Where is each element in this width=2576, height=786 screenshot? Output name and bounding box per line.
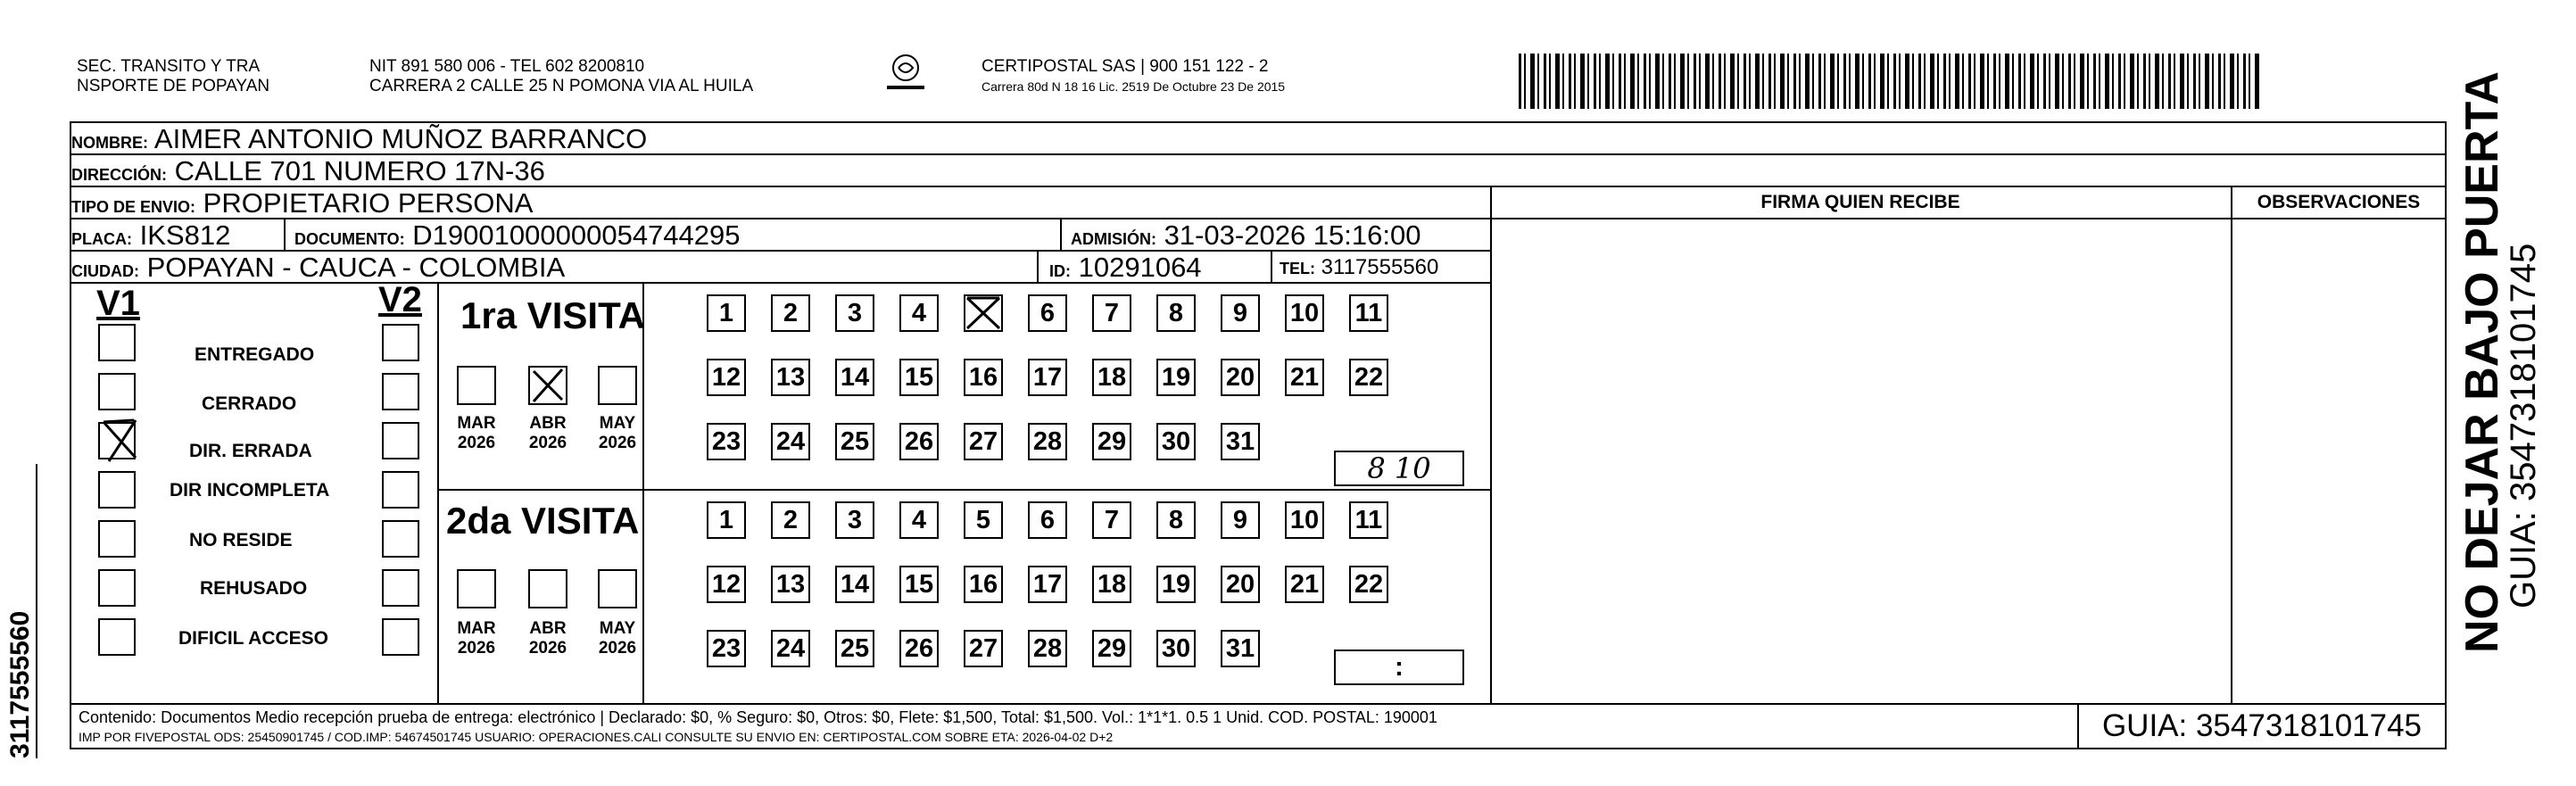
delivery-form	[70, 121, 2447, 749]
day-box-30[interactable]: 30	[1156, 423, 1196, 460]
footer-content: Contenido: Documentos Medio recepción prueba de entrega: electrónico | Declarado: $0, % Seguro: $0, Otros: $0, Flete: $1,500, Total: $1,500. Vol.: 1*1*1. 0.5 1 Unid. COD. POSTAL: 190001	[79, 708, 1437, 726]
day-box-21[interactable]: 21	[1285, 566, 1324, 603]
sender-nit: NIT 891 580 006 - TEL 602 8200810	[369, 57, 645, 76]
v1-cerrado-checkbox[interactable]	[98, 373, 136, 410]
day-box-5[interactable]: 5	[964, 501, 1003, 539]
second-month-mar-label: MAR 2026	[457, 619, 496, 658]
v1-label: V1	[96, 284, 140, 323]
day-box-24[interactable]: 24	[771, 423, 810, 460]
v2-label: V2	[378, 280, 422, 319]
day-box-1[interactable]: 1	[707, 294, 746, 332]
footer-guide: GUIA: 3547318101745	[2101, 708, 2423, 743]
day-box-12[interactable]: 12	[707, 566, 746, 603]
v2-dir-errada-checkbox[interactable]	[382, 422, 419, 459]
first-visit-title: 1ra VISITA	[460, 294, 645, 336]
day-box-29[interactable]: 29	[1092, 630, 1131, 667]
day-box-3[interactable]: 3	[835, 501, 874, 539]
barcode	[1519, 54, 2259, 109]
day-box-16[interactable]: 16	[964, 359, 1003, 396]
check-mark-icon	[528, 366, 567, 405]
recipient-name: AIMER ANTONIO MUÑOZ BARRANCO	[153, 123, 648, 154]
check-mark-icon	[95, 413, 148, 467]
day-box-23[interactable]: 23	[707, 423, 746, 460]
divider-admission	[1060, 219, 1062, 252]
day-box-13[interactable]: 13	[771, 359, 810, 396]
status-cerrado: CERRADO	[202, 393, 297, 414]
status-no-reside: NO RESIDE	[189, 530, 293, 550]
v1-no-reside-checkbox[interactable]	[98, 520, 136, 558]
day-box-6[interactable]: 6	[1028, 294, 1067, 332]
day-box-11[interactable]: 11	[1349, 294, 1388, 332]
first-visit-time-box[interactable]: 8 10	[1334, 451, 1464, 486]
v1-entregado-checkbox[interactable]	[98, 324, 136, 361]
status-dificil-acceso: DIFICIL ACCESO	[178, 628, 329, 649]
day-box-18[interactable]: 18	[1092, 566, 1131, 603]
v1-dificil-acceso-checkbox[interactable]	[98, 618, 136, 656]
observations-header: OBSERVACIONES	[2257, 192, 2421, 212]
day-box-16[interactable]: 16	[964, 566, 1003, 603]
day-box-31[interactable]: 31	[1221, 630, 1260, 667]
day-box-24[interactable]: 24	[771, 630, 810, 667]
v2-cerrado-checkbox[interactable]	[382, 373, 419, 410]
day-box-30[interactable]: 30	[1156, 630, 1196, 667]
v2-entregado-checkbox[interactable]	[382, 324, 419, 361]
day-box-11[interactable]: 11	[1349, 501, 1388, 539]
tel-label: TEL:	[1280, 260, 1315, 277]
tel-value: 3117555560	[1321, 255, 1439, 279]
divider-tel	[1271, 252, 1272, 284]
courier-line2: Carrera 80d N 18 16 Lic. 2519 De Octubre 23 De 2015	[982, 79, 1286, 94]
status-dir-incompleta: DIR INCOMPLETA	[170, 480, 330, 501]
city-value: POPAYAN - CAUCA - COLOMBIA	[146, 252, 566, 283]
status-dir-errada: DIR. ERRADA	[189, 441, 312, 461]
day-box-8[interactable]: 8	[1156, 294, 1196, 332]
admission-field	[1071, 219, 1421, 252]
side-guide: GUIA: 3547318101745	[2504, 243, 2543, 608]
day-box-2[interactable]: 2	[771, 294, 810, 332]
plate-value: IKS812	[139, 219, 231, 251]
check-mark-icon	[964, 294, 1003, 332]
second-month-abr-label: ABR 2026	[528, 619, 567, 658]
signature-header: FIRMA QUIEN RECIBE	[1760, 192, 1960, 212]
day-box-20[interactable]: 20	[1221, 566, 1260, 603]
v2-dir-incompleta-checkbox[interactable]	[382, 471, 419, 509]
day-box-14[interactable]: 14	[835, 359, 874, 396]
day-box-1[interactable]: 1	[707, 501, 746, 539]
sender-line1: SEC. TRANSITO Y TRA	[77, 57, 261, 76]
divider-id	[1037, 252, 1039, 284]
day-box-7[interactable]: 7	[1092, 501, 1131, 539]
plate-label: PLACA:	[71, 230, 132, 248]
doc-value: D19001000000054744295	[412, 219, 741, 251]
courier-line1: CERTIPOSTAL SAS | 900 151 122 - 2	[982, 57, 1269, 76]
day-box-6[interactable]: 6	[1028, 501, 1067, 539]
divider-plate	[284, 219, 286, 252]
status-panel-border	[437, 284, 439, 703]
day-box-27[interactable]: 27	[964, 630, 1003, 667]
city-label: CIUDAD:	[71, 262, 139, 280]
day-box-26[interactable]: 26	[899, 423, 939, 460]
day-box-9[interactable]: 9	[1221, 294, 1260, 332]
row-address	[71, 155, 2445, 187]
signature-header-bottom	[1490, 218, 2447, 219]
day-box-19[interactable]: 19	[1156, 566, 1196, 603]
day-box-4[interactable]: 4	[899, 294, 939, 332]
day-box-15[interactable]: 15	[899, 566, 939, 603]
day-box-29[interactable]: 29	[1092, 423, 1131, 460]
day-box-20[interactable]: 20	[1221, 359, 1260, 396]
doc-field	[294, 219, 741, 252]
day-box-3[interactable]: 3	[835, 294, 874, 332]
observations-left-border	[2231, 187, 2232, 703]
row-type	[71, 187, 1490, 219]
courier-info	[982, 57, 1285, 96]
day-box-17[interactable]: 17	[1028, 359, 1067, 396]
second-visit-title: 2da VISITA	[446, 500, 640, 542]
no-dejar-bajo-puerta: NO DEJAR BAJO PUERTA	[2456, 70, 2508, 653]
doc-label: DOCUMENTO:	[294, 230, 405, 248]
id-field	[1049, 252, 1202, 284]
day-box-23[interactable]: 23	[707, 630, 746, 667]
name-label: NOMBRE:	[71, 134, 148, 152]
address-label: DIRECCIÓN:	[71, 166, 167, 184]
v2-dificil-acceso-checkbox[interactable]	[382, 618, 419, 656]
v1-dir-errada-checkbox[interactable]	[98, 422, 136, 459]
signature-left-border	[1490, 187, 1492, 703]
first-month-mar-label: MAR 2026	[457, 414, 496, 452]
left-margin-code: 3117555560	[5, 610, 35, 758]
v2-rehusado-checkbox[interactable]	[382, 569, 419, 607]
v2-no-reside-checkbox[interactable]	[382, 520, 419, 558]
day-box-28[interactable]: 28	[1028, 423, 1067, 460]
day-box-15[interactable]: 15	[899, 359, 939, 396]
day-box-26[interactable]: 26	[899, 630, 939, 667]
admission-value: 31-03-2026 15:16:00	[1164, 219, 1421, 251]
id-label: ID:	[1049, 262, 1071, 280]
first-month-abr-checkbox[interactable]	[528, 366, 567, 405]
status-rehusado: REHUSADO	[200, 578, 308, 599]
shipment-type: PROPIETARIO PERSONA	[203, 187, 534, 219]
day-box-25[interactable]: 25	[835, 630, 874, 667]
first-month-mar-checkbox[interactable]	[457, 366, 496, 405]
day-box-21[interactable]: 21	[1285, 359, 1324, 396]
courier-logo-icon	[883, 52, 928, 95]
recipient-address: CALLE 701 NUMERO 17N-36	[174, 155, 545, 186]
second-month-abr-checkbox[interactable]	[528, 569, 567, 608]
type-label: TIPO DE ENVIO:	[71, 198, 196, 216]
day-box-17[interactable]: 17	[1028, 566, 1067, 603]
visit-divider	[437, 489, 1490, 491]
day-box-7[interactable]: 7	[1092, 294, 1131, 332]
day-box-27[interactable]: 27	[964, 423, 1003, 460]
sender-address: CARRERA 2 CALLE 25 N POMONA VIA AL HUILA	[369, 77, 754, 95]
day-box-18[interactable]: 18	[1092, 359, 1131, 396]
second-visit-time-box[interactable]: :	[1334, 649, 1464, 685]
day-box-13[interactable]: 13	[771, 566, 810, 603]
day-box-22[interactable]: 22	[1349, 359, 1388, 396]
id-value: 10291064	[1078, 252, 1202, 283]
day-box-10[interactable]: 10	[1285, 501, 1324, 539]
day-box-4[interactable]: 4	[899, 501, 939, 539]
day-box-10[interactable]: 10	[1285, 294, 1324, 332]
v1-rehusado-checkbox[interactable]	[98, 569, 136, 607]
admission-label: ADMISIÓN:	[1071, 230, 1156, 248]
status-entregado: ENTREGADO	[195, 344, 315, 365]
day-box-8[interactable]: 8	[1156, 501, 1196, 539]
second-month-mar-checkbox[interactable]	[457, 569, 496, 608]
second-month-may-label: MAY 2026	[598, 619, 637, 658]
day-box-28[interactable]: 28	[1028, 630, 1067, 667]
row-city	[71, 252, 1490, 284]
left-margin-line	[36, 464, 37, 758]
tel-field	[1280, 252, 1438, 284]
day-box-31[interactable]: 31	[1221, 423, 1260, 460]
day-box-22[interactable]: 22	[1349, 566, 1388, 603]
day-box-19[interactable]: 19	[1156, 359, 1196, 396]
sender-name	[77, 57, 269, 96]
day-box-2[interactable]: 2	[771, 501, 810, 539]
day-box-25[interactable]: 25	[835, 423, 874, 460]
first-month-may-label: MAY 2026	[598, 414, 637, 452]
row-name	[71, 123, 2445, 155]
sender-contact	[369, 57, 753, 96]
footer-print-info: IMP POR FIVEPOSTAL ODS: 25450901745 / COD.IMP: 54674501745 USUARIO: OPERACIONES.CALI CONSULTE SU ENVIO EN: CERTIPOSTAL.COM SOBRE ETA: 2026-04-02 D+2	[79, 730, 1114, 744]
first-month-may-checkbox[interactable]	[598, 366, 637, 405]
day-box-12[interactable]: 12	[707, 359, 746, 396]
day-box-14[interactable]: 14	[835, 566, 874, 603]
first-month-abr-label: ABR 2026	[528, 414, 567, 452]
sender-line2: NSPORTE DE POPAYAN	[77, 77, 270, 95]
day-box-5[interactable]	[964, 294, 1003, 332]
day-box-9[interactable]: 9	[1221, 501, 1260, 539]
second-month-may-checkbox[interactable]	[598, 569, 637, 608]
v1-dir-incompleta-checkbox[interactable]	[98, 471, 136, 509]
